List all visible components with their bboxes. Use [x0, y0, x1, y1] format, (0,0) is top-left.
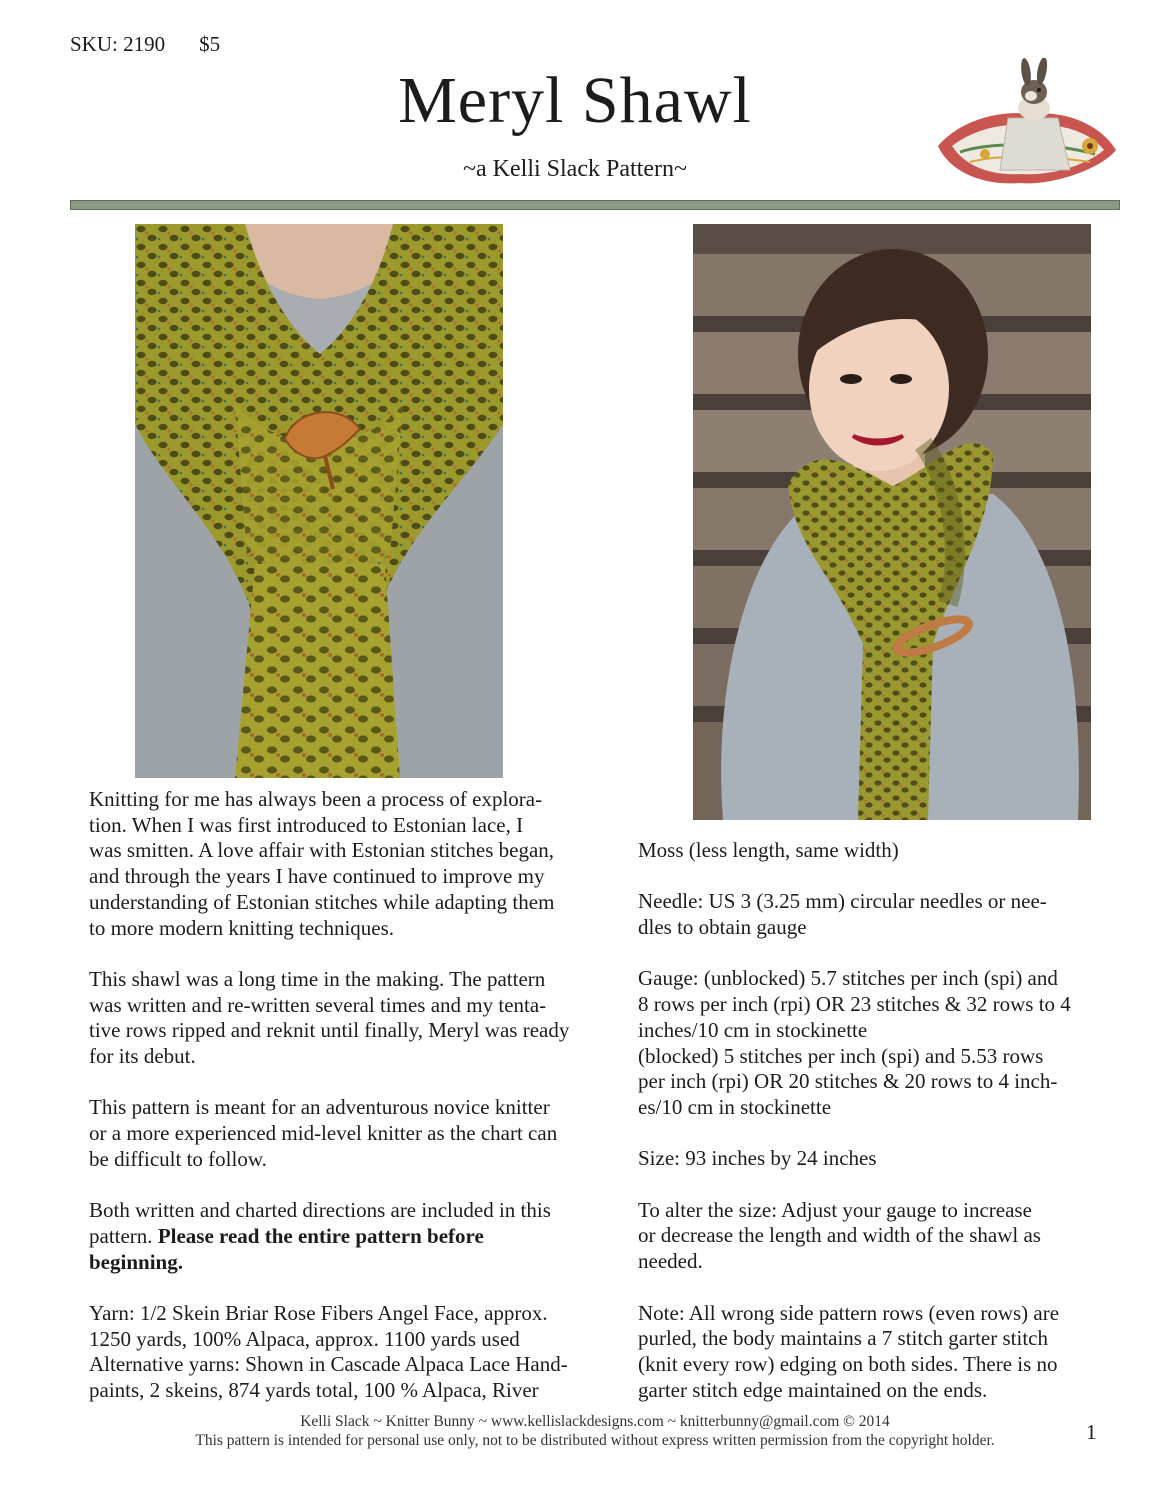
- needle-paragraph: Needle: US 3 (3.25 mm) circular needles or nee- dles to obtain gauge: [638, 889, 1047, 940]
- yarn-continued-paragraph: Moss (less length, same width): [638, 838, 899, 862]
- sku-label: SKU: 2190: [70, 32, 166, 56]
- left-text-column: [89, 787, 629, 1404]
- footer-copyright-line: This pattern is intended for personal use only, not to be distributed without express written permission from the copyright holder.: [195, 1432, 995, 1449]
- size-paragraph: Size: 93 inches by 24 inches: [638, 1146, 877, 1171]
- directions-text: Both written and charted directions are included in this pattern.: [89, 1198, 551, 1248]
- gauge-paragraph: Gauge: (unblocked) 5.7 stitches per inch (spi) and 8 rows per inch (rpi) OR 23 stitches & 32 rows to 4 inches/10 cm in stockinette (blocked) 5 stitches per inch (spi) and 5.53 rows per inch (rpi) OR 20 stitches & 20 rows to 4 inch- es/10 cm in stockinette: [638, 966, 1071, 1119]
- right-text-column: [638, 838, 1128, 1403]
- note-paragraph: Note: All wrong side pattern rows (even rows) are purled, the body maintains a 7 stitch garter stitch (knit every row) edging on both sides. There is no garter stitch edge maintained on the ends.: [638, 1300, 1060, 1402]
- skill-level-paragraph: This pattern is meant for an adventurous novice knitter or a more experienced mid-level knitter as the chart can be difficult to follow.: [89, 1095, 558, 1171]
- lace-shawl-closeup-photo: [135, 224, 503, 778]
- model-wearing-shawl-photo: [693, 224, 1091, 820]
- header-divider: [70, 200, 1120, 210]
- page-footer: [0, 1412, 1155, 1450]
- page-title: Meryl Shawl: [398, 64, 752, 137]
- directions-paragraph: [89, 1198, 629, 1275]
- sku-price-line: [70, 32, 220, 57]
- yarn-paragraph: Yarn: 1/2 Skein Briar Rose Fibers Angel Face, approx. 1250 yards, 100% Alpaca, approx. 1100 yards used Alternative yarns: Shown in Cascade Alpaca Lace Hand- paints, 2 skeins, 874 yards total, 100 % Alpaca, River: [89, 1301, 568, 1403]
- footer-contact-line: Kelli Slack ~ Knitter Bunny ~ www.kellislackdesigns.com ~ knitterbunny@gmail.com © 2014: [300, 1413, 890, 1430]
- knitter-bunny-logo: [930, 58, 1120, 193]
- read-first-warning: Please read the entire pattern before beginning.: [89, 1223, 484, 1274]
- page-number: 1: [1086, 1420, 1097, 1444]
- price-label: $5: [199, 32, 221, 56]
- intro-paragraph: Knitting for me has always been a process of explora- tion. When I was first introduced to Estonian lace, I was smitten. A love affair with Estonian stitches began, and through the years I have continued to improve my understanding of Estonian stitches while adapting them to more modern knitting techniques.: [89, 787, 555, 940]
- history-paragraph: This shawl was a long time in the making. The pattern was written and re-written several times and my tenta- tive rows ripped and reknit until finally, Meryl was ready for its debut.: [89, 966, 570, 1069]
- page-subtitle: ~a Kelli Slack Pattern~: [463, 156, 687, 182]
- alter-size-paragraph: To alter the size: Adjust your gauge to increase or decrease the length and width of the shawl as needed.: [638, 1197, 1041, 1274]
